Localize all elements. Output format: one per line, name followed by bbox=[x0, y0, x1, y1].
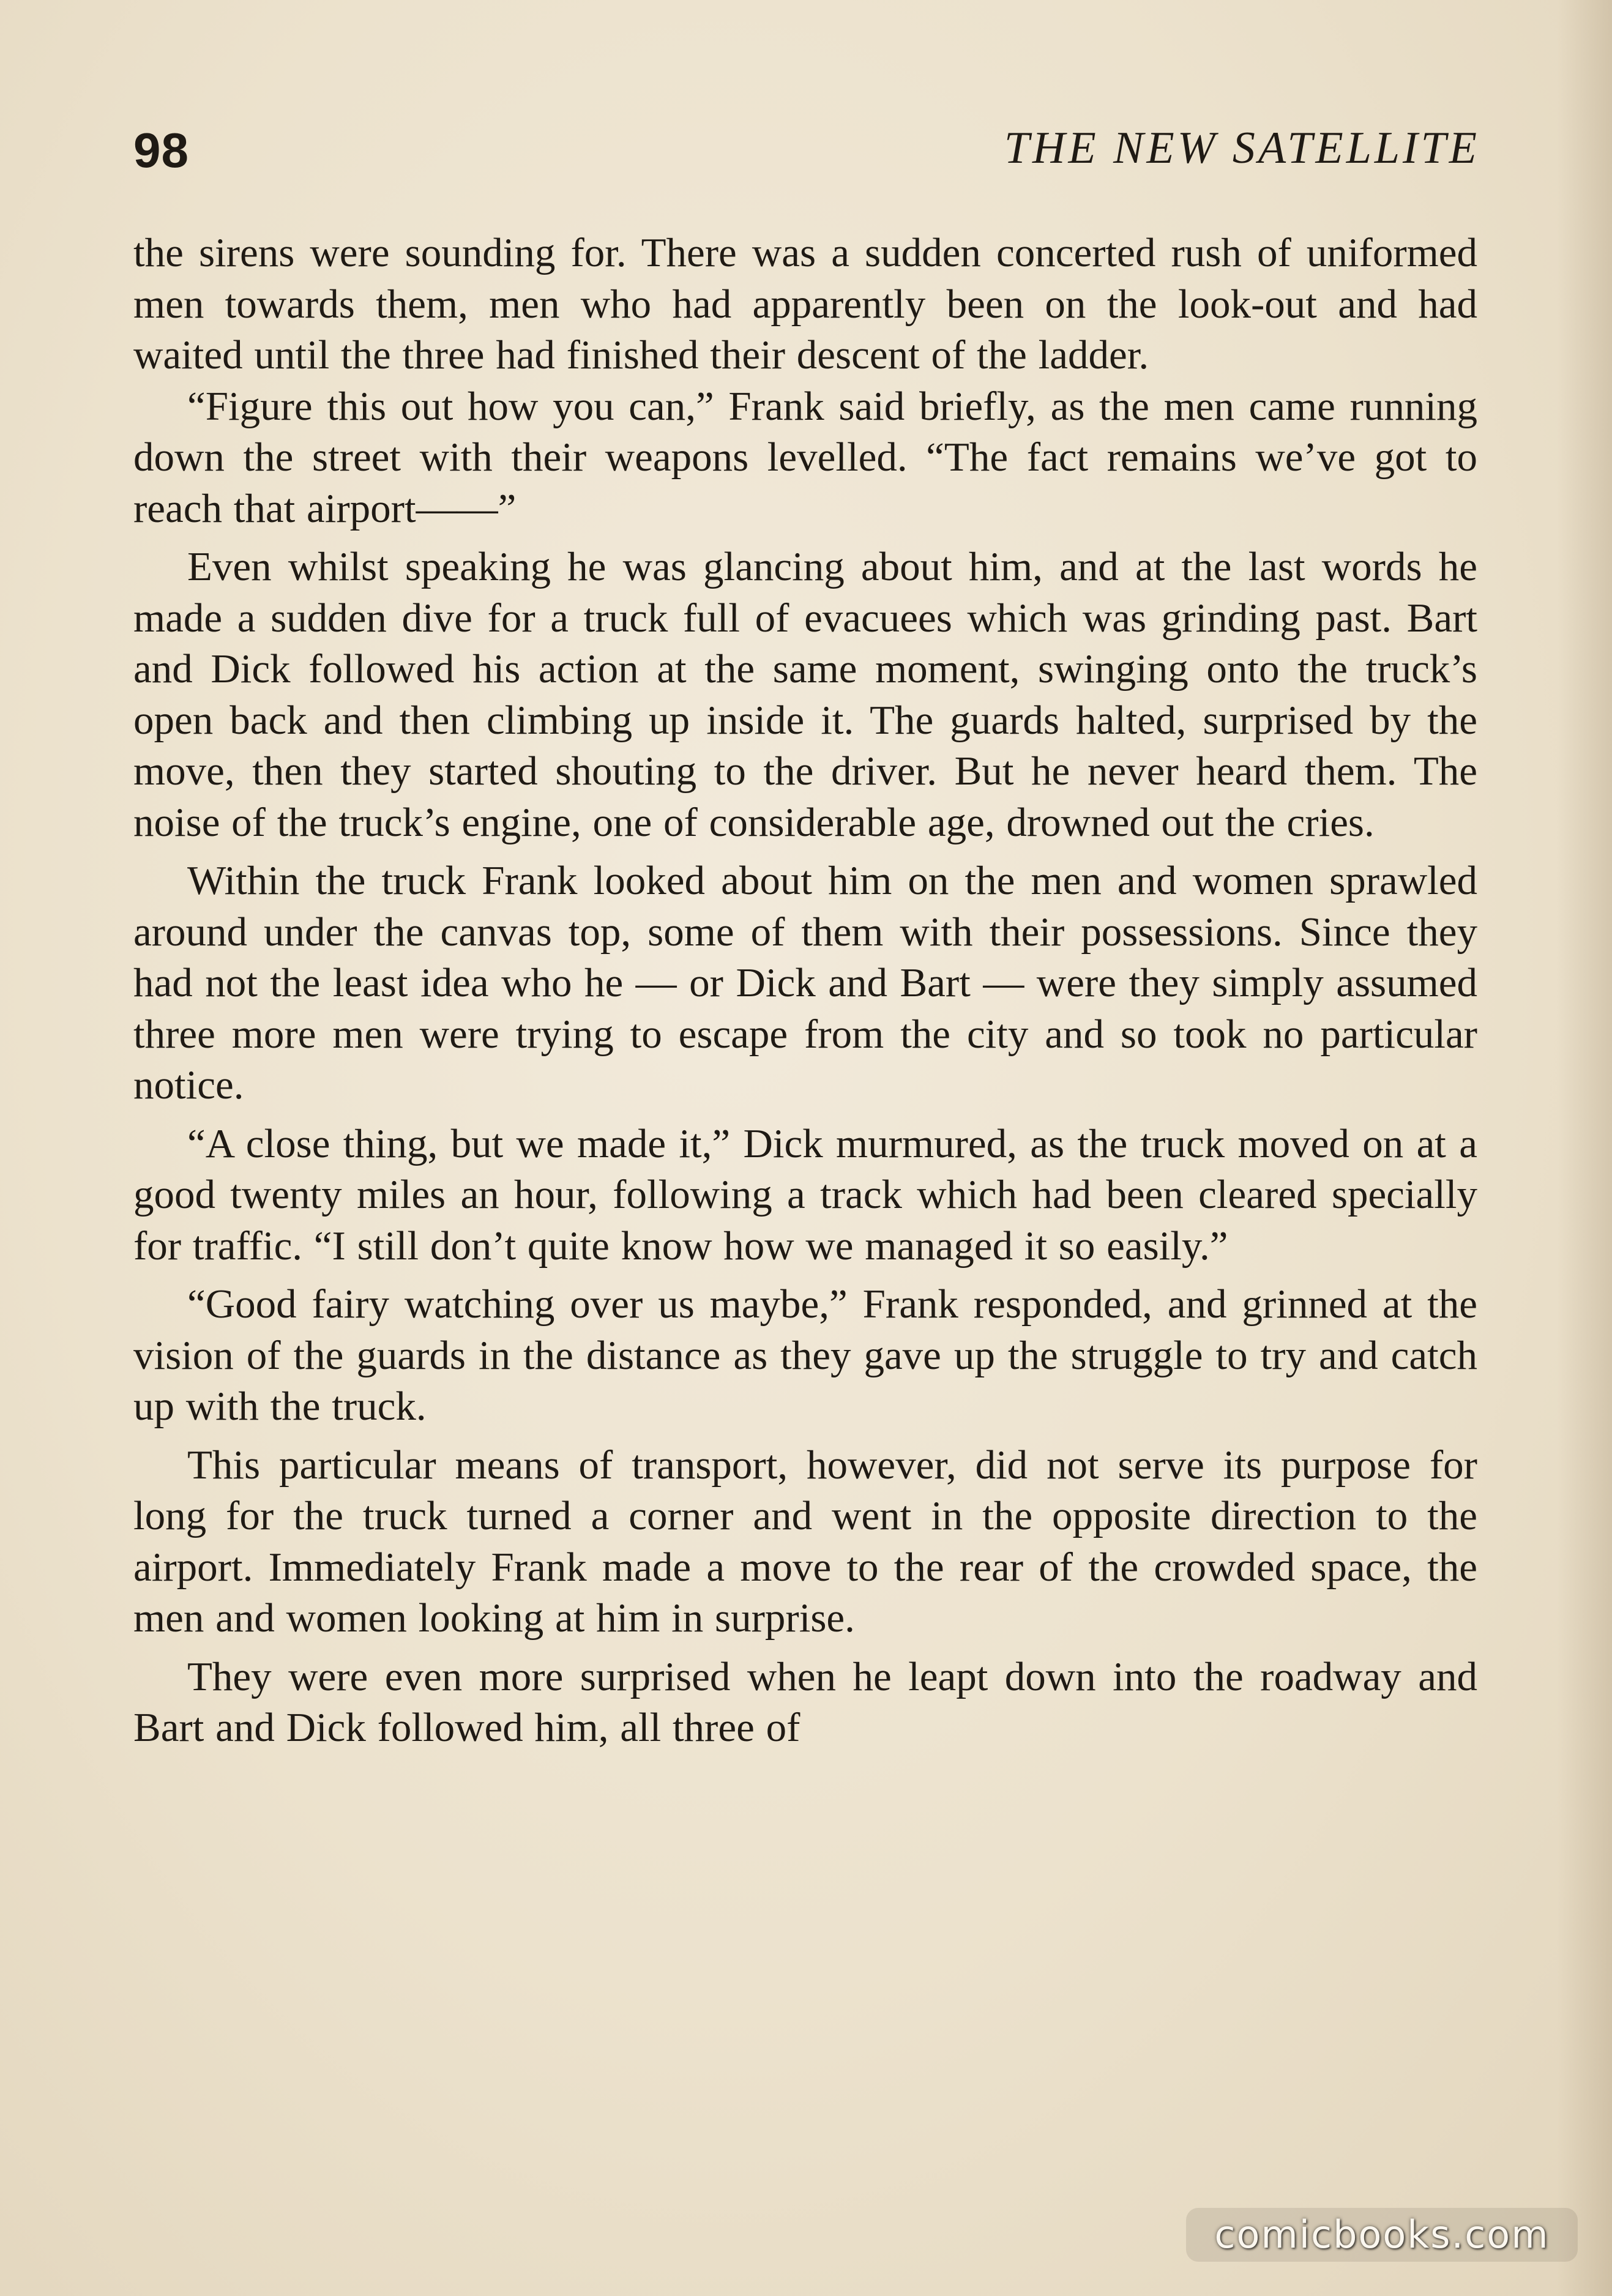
site-watermark: comicbooks.com bbox=[1186, 2208, 1578, 2262]
paragraph-7: This particular means of transport, however, did not serve its purpose for long for the truck turned a corner and went in the opposite direction to the airport. Immediately Frank made a move to the rear of the crowded space, the men and women looking at him in surprise. bbox=[133, 1442, 1477, 1641]
paragraph-8: They were even more surprised when he leapt down into the roadway and Bart and Dick followed him, all three of bbox=[133, 1653, 1477, 1750]
paragraph-1: the sirens were sounding for. There was a sudden concerted rush of uniformed men towards them, men who had apparently been on the look-out and had waited until the three had finished their descent of the ladder. bbox=[133, 230, 1477, 378]
paragraph-5: “A close thing, but we made it,” Dick murmured, as the truck moved on at a good twenty miles an hour, following a track which had been cleared specially for traffic. “I still don’t quite know how we managed it so easily.” bbox=[133, 1120, 1477, 1269]
body-text bbox=[133, 228, 1477, 1754]
page-number: 98 bbox=[133, 123, 189, 177]
paragraph-6: “Good fairy watching over us maybe,” Frank responded, and grinned at the vision of the guards in the distance as they gave up the struggle to try and catch up with the truck. bbox=[133, 1281, 1477, 1429]
running-title: THE NEW SATELLITE bbox=[1004, 123, 1480, 173]
page-edge-shadow bbox=[1557, 0, 1612, 2296]
paragraph-4: Within the truck Frank looked about him on the men and women sprawled around under the canvas top, some of them with their possessions. Since they had not the least idea who he — or Dick and Bart — were they simply assumed three more men were trying to escape from the city and so took no particular notice. bbox=[133, 858, 1477, 1108]
paragraph-3: Even whilst speaking he was glancing about him, and at the last words he made a sudden dive for a truck full of evacuees which was grinding past. Bart and Dick followed his action at the same moment, swinging onto the truck’s open back and then climbing up inside it. The guards halted, surprised by the move, then they started shouting to the driver. But he never heard them. The noise of the truck’s engine, one of considerable age, drowned out the cries. bbox=[133, 544, 1477, 845]
running-head bbox=[133, 122, 1480, 190]
paragraph-2: “Figure this out how you can,” Frank said briefly, as the men came running down the street with their weapons levelled. “The fact remains we’ve got to reach that airport——” bbox=[133, 383, 1477, 531]
